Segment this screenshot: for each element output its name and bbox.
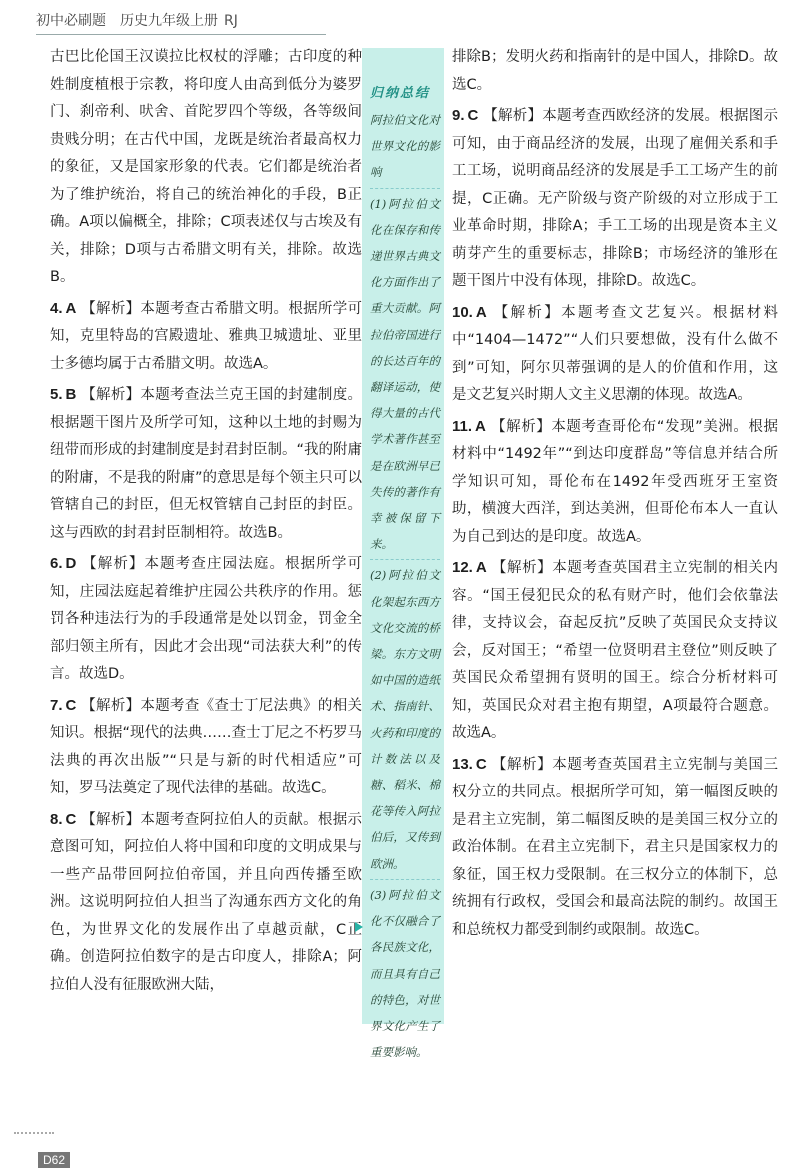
explanation: 【解析】本题考查庄园法庭。根据所学可知，庄园法庭起着维护庄园公共秩序的作用。惩罚各种违法行为的手段通常是处以罚金，罚金全部归领主所有，因此才会出现“司法获大利”的传言。故选D。 [50,556,363,682]
question-number: 7. [50,696,63,714]
question-number: 11. [452,417,473,435]
answer-letter: D [65,555,77,572]
explanation: 【解析】本题考查法兰克王国的封建制度。根据题干图片及所学可知，这种以土地的封赐为纽带而形成的封建制度是封君封臣制。“我的附庸的附庸，不是我的附庸”的意思是每个领主只可以管辖自己的封臣，但无权管辖自己封臣的封臣。这与西欧的封君封臣制相符。故选B。 [50,387,363,541]
left-column [50,44,362,999]
page-header [36,10,238,30]
explanation: 【解析】本题考查英国君主立宪制的相关内容。“国王侵犯民众的私有财产时，他们会依靠法律，支持议会，奋起反抗”反映了英国民众支持议会，反对国王；“希望一位贤明君主登位”则反映了英国民众希望拥有贤明的国王。综合分析材料可知，英国民众对君主抱有期望，A项最符合题意。故选A。 [452,560,779,741]
pointer-arrow-icon [355,922,363,932]
answer-letter: C [475,755,487,773]
answer-letter: A [65,299,77,317]
continuation-text: 排除B；发明火药和指南针的是中国人，排除D。故选C。 [452,49,778,93]
sidebar-title: 归纳总结 [370,86,431,101]
answer-letter: C [467,107,479,124]
answer-letter: C [65,696,77,714]
explanation: 【解析】本题考查英国君主立宪制与美国三权分立的共同点。根据所学可知，第一幅图反映的是君主立宪制，第二幅图反映的是美国三权分立的政治体制。在君主立宪制下，君主只是国家权力的象征，国王权力受限制。在三权分立的体制下，总统拥有行政权，受国会和最高法院的制约。故国王和总统权力都受到制约或限制。故选C。 [452,756,779,938]
answer-item [452,102,778,296]
explanation: 【解析】本题考查《查士丁尼法典》的相关知识。根据“现代的法典……查士丁尼之不朽罗马法典的再次出版”“只是与新的时代相适应”可知，罗马法奠定了现代法律的基础。故选C。 [50,697,363,796]
book-title: 初中必刷题 历史九年级上册 [36,13,218,29]
footer-dots [14,1132,54,1134]
sidebar-point: (2)阿拉伯文化架起东西方文化交流的桥梁。东方文明如中国的造纸术、指南针、火药和印度的计数法以及糖、稻米、棉花等传入阿拉伯后，又传到欧洲。 [370,568,440,871]
answer-item [50,692,362,803]
question-number: 8. [50,810,63,828]
sidebar-intro: 阿拉伯文化对世界文化的影响 [370,113,440,180]
question-number: 10. [452,303,473,321]
answer-item [452,554,778,748]
header-divider [36,34,326,35]
answer-letter: C [65,810,77,828]
explanation: 【解析】本题考查哥伦布“发现”美洲。根据材料中“1492年”“到达印度群岛”等信息并结合所学知识可知，哥伦布在1492年受西班牙王室资助，横渡大西洋，到达美洲，但哥伦布本人一直认为自己到达的是印度。故选A。 [452,418,778,545]
right-column [452,44,778,944]
answer-letter: B [65,386,77,403]
summary-sidebar [362,48,444,1060]
sidebar-divider [370,559,440,560]
answer-item [452,751,778,945]
explanation: 【解析】本题考查文艺复兴。根据材料中“1404—1472”“人们只要想做，没有什么做不到”可知，阿尔贝蒂强调的是人的价值和作用，这是文艺复兴时期人文主义思潮的体现。故选A。 [452,304,779,403]
question-number: 12. [452,559,473,576]
answer-item [452,413,778,552]
answer-item [50,381,362,547]
answer-item [50,550,362,689]
sidebar-divider [370,188,440,189]
sidebar-divider [370,879,440,880]
answer-item [50,806,362,1000]
edition-tag: RJ [224,13,238,29]
sidebar-point: (1)阿拉伯文化在保存和传递世界古典文化方面作出了重大贡献。阿拉伯帝国进行的长达百年的翻译运动，使得大量的古代学术著作甚至是在欧洲早已失传的著作有幸被保留下来。 [370,196,440,552]
explanation: 【解析】本题考查西欧经济的发展。根据图示可知，由于商品经济的发展，出现了雇佣关系和手工工场，说明商品经济的发展是手工工场产生的前提，C正确。无产阶级与资产阶级的对立形成于工业革命时期，排除A；手工工场的出现是资本主义萌芽产生的重要标志，排除B；市场经济的雏形在题干图片中没有体现，排除D。故选C。 [452,108,779,289]
question-number: 5. [50,386,63,403]
question-number: 9. [452,107,465,124]
question-number: 4. [50,299,63,317]
answer-item [452,299,778,410]
question-number: 6. [50,555,63,572]
answer-letter: A [475,417,486,435]
explanation: 【解析】本题考查阿拉伯人的贡献。根据示意图可知，阿拉伯人将中国和印度的文明成果与一些产品带回阿拉伯帝国，并且向西传播至欧洲。这说明阿拉伯人担当了沟通东西方文化的角色，为世界文化的发展作出了卓越贡献，C正确。创造阿拉伯数字的是古印度人，排除A；阿拉伯人没有征服欧洲大陆， [50,811,363,993]
page-number: D62 [38,1152,70,1168]
answer-letter: A [475,303,487,321]
continuation-text: 古巴比伦国王汉谟拉比权杖的浮雕；古印度的种姓制度植根于宗教，将印度人由高到低分为婆罗门、刹帝利、吠舍、首陀罗四个等级，各等级间贵贱分明；在古代中国，龙既是统治者最高权力的象征，又是国家形象的代表。它们都是统治者为了维护统治，将自己的统治神化的手段，B正确。A项以偏概全，排除；C项表述仅与古埃及有关，排除；D项与古希腊文明有关，排除。故选B。 [50,49,362,285]
answer-item [50,295,362,379]
answer-letter: A [475,559,487,576]
question-number: 13. [452,755,473,773]
sidebar-point: (3)阿拉伯文化不仅融合了各民族文化，而且具有自己的特色，对世界文化产生了重要影响。 [370,887,440,1060]
explanation: 【解析】本题考查古希腊文明。根据所学可知，克里特岛的宫殿遗址、雅典卫城遗址、亚里士多德均属于古希腊文明。故选A。 [50,300,363,372]
